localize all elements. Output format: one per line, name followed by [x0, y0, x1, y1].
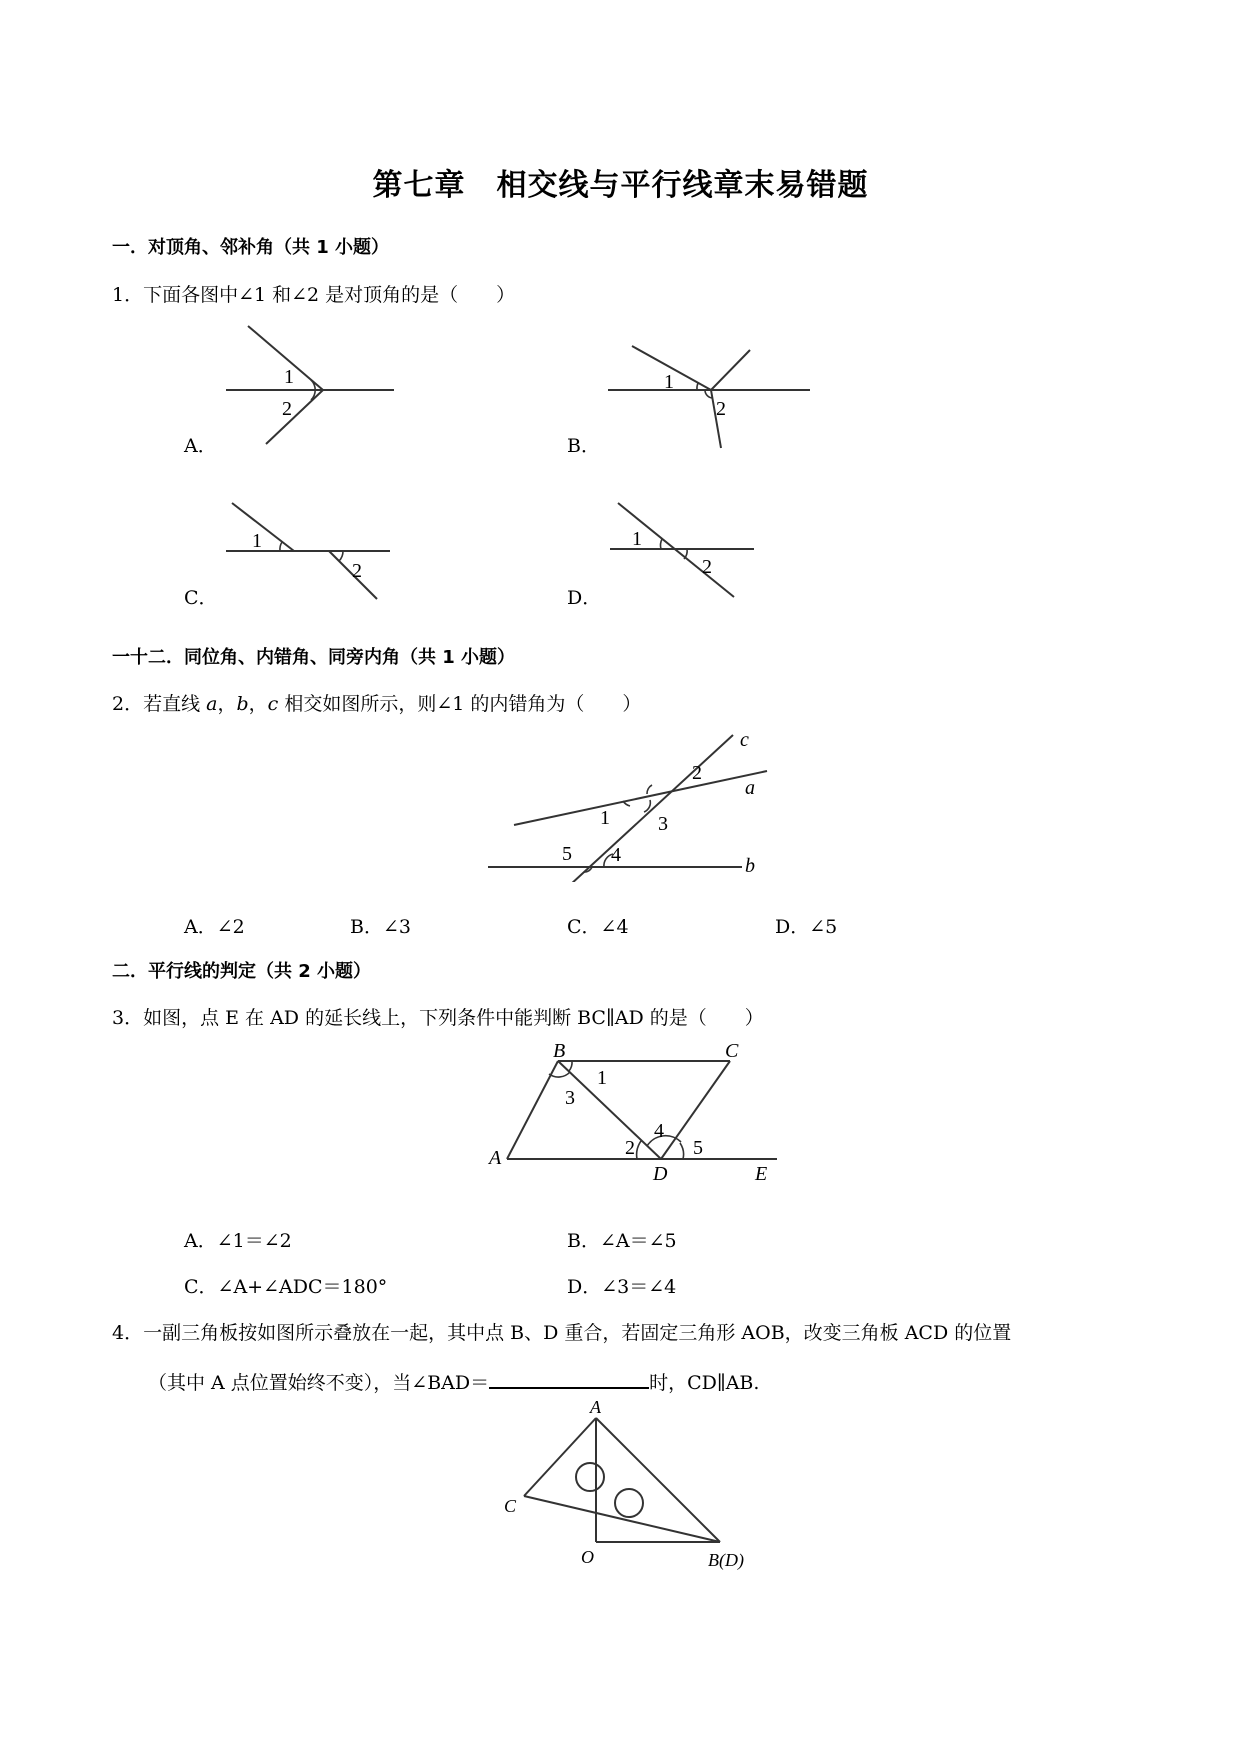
q1-option-d-label: D．: [567, 587, 602, 609]
q1b-angle-1: 1: [664, 371, 674, 393]
q4-point-o: O: [581, 1547, 594, 1567]
q2-angle-4: 4: [611, 844, 621, 866]
q3-angle-1: 1: [597, 1067, 607, 1089]
q1a-angle-2: 2: [282, 398, 292, 420]
q1-figure-a: [222, 322, 397, 447]
q2-line-b-label: b: [745, 855, 755, 877]
question-1-stem: 1．下面各图中∠1 和∠2 是对顶角的是（ ）: [112, 284, 516, 306]
q4-point-bd: B(D): [708, 1550, 744, 1570]
q3-angle-5: 5: [693, 1137, 703, 1159]
q2-option-c: C．∠4: [567, 916, 629, 938]
q3-angle-4: 4: [654, 1120, 664, 1142]
q1-figure-c: [222, 495, 397, 605]
q2-angle-1: 1: [600, 807, 610, 829]
q3-option-d: D．∠3＝∠4: [567, 1276, 677, 1298]
q1c-angle-2: 2: [352, 560, 362, 582]
q1a-angle-1: 1: [284, 366, 294, 388]
page-title: 第七章 相交线与平行线章末易错题: [372, 168, 869, 203]
q4-point-a: A: [590, 1400, 601, 1417]
q3-point-e: E: [755, 1163, 768, 1185]
question-3-stem: 3．如图，点 E 在 AD 的延长线上，下列条件中能判断 BC∥AD 的是（ ）: [112, 1007, 764, 1029]
q3-point-a: A: [489, 1147, 502, 1169]
q3-angle-2: 2: [625, 1137, 635, 1159]
q1b-angle-2: 2: [716, 398, 726, 420]
q1c-angle-1: 1: [252, 530, 262, 552]
q1d-angle-2: 2: [702, 556, 712, 578]
q3-point-d: D: [653, 1163, 668, 1185]
q2-option-d: D．∠5: [775, 916, 838, 938]
question-4-line-2: （其中 A 点位置始终不变），当∠BAD＝ 时，CD∥AB.: [148, 1368, 759, 1395]
q3-angle-3: 3: [565, 1087, 575, 1109]
q1d-angle-1: 1: [632, 528, 642, 550]
q2-line-c-label: c: [740, 729, 749, 751]
q2-angle-2: 2: [692, 762, 702, 784]
q1-figure-b: [604, 338, 814, 453]
q2-angle-5: 5: [562, 843, 572, 865]
q3-option-a: A．∠1＝∠2: [184, 1230, 292, 1252]
q2-option-b: B．∠3: [350, 916, 411, 938]
question-2-stem: 2．若直线 a，b，c 相交如图所示，则∠1 的内错角为（ ）: [112, 693, 642, 715]
q4-point-c: C: [504, 1496, 517, 1516]
q2-line-a-label: a: [745, 777, 755, 799]
section-heading-2: 一十二．同位角、内错角、同旁内角（共 1 小题）: [112, 647, 516, 668]
q3-option-c: C．∠A+∠ADC＝180°: [184, 1276, 388, 1298]
q1-option-c-label: C．: [184, 587, 218, 609]
q3-option-b: B．∠A＝∠5: [567, 1230, 677, 1252]
section-heading-3: 二．平行线的判定（共 2 小题）: [112, 961, 372, 982]
q1-figure-d: [604, 495, 764, 605]
q4-figure: [498, 1400, 768, 1575]
section-heading-1: 一．对顶角、邻补角（共 1 小题）: [112, 237, 390, 258]
q1-option-b-label: B．: [567, 435, 600, 457]
q2-option-a: A．∠2: [184, 916, 245, 938]
q2-figure: [480, 722, 780, 882]
q1-option-a-label: A．: [184, 435, 217, 457]
q3-figure: [485, 1040, 785, 1190]
q2-angle-3: 3: [658, 813, 668, 835]
question-4-line-1: 4．一副三角板按如图所示叠放在一起，其中点 B、D 重合，若固定三角形 AOB，改变三角板 ACD 的位置: [112, 1322, 1012, 1344]
q3-point-c: C: [725, 1040, 739, 1062]
q3-point-b: B: [553, 1040, 566, 1062]
answer-blank[interactable]: [489, 1369, 649, 1389]
